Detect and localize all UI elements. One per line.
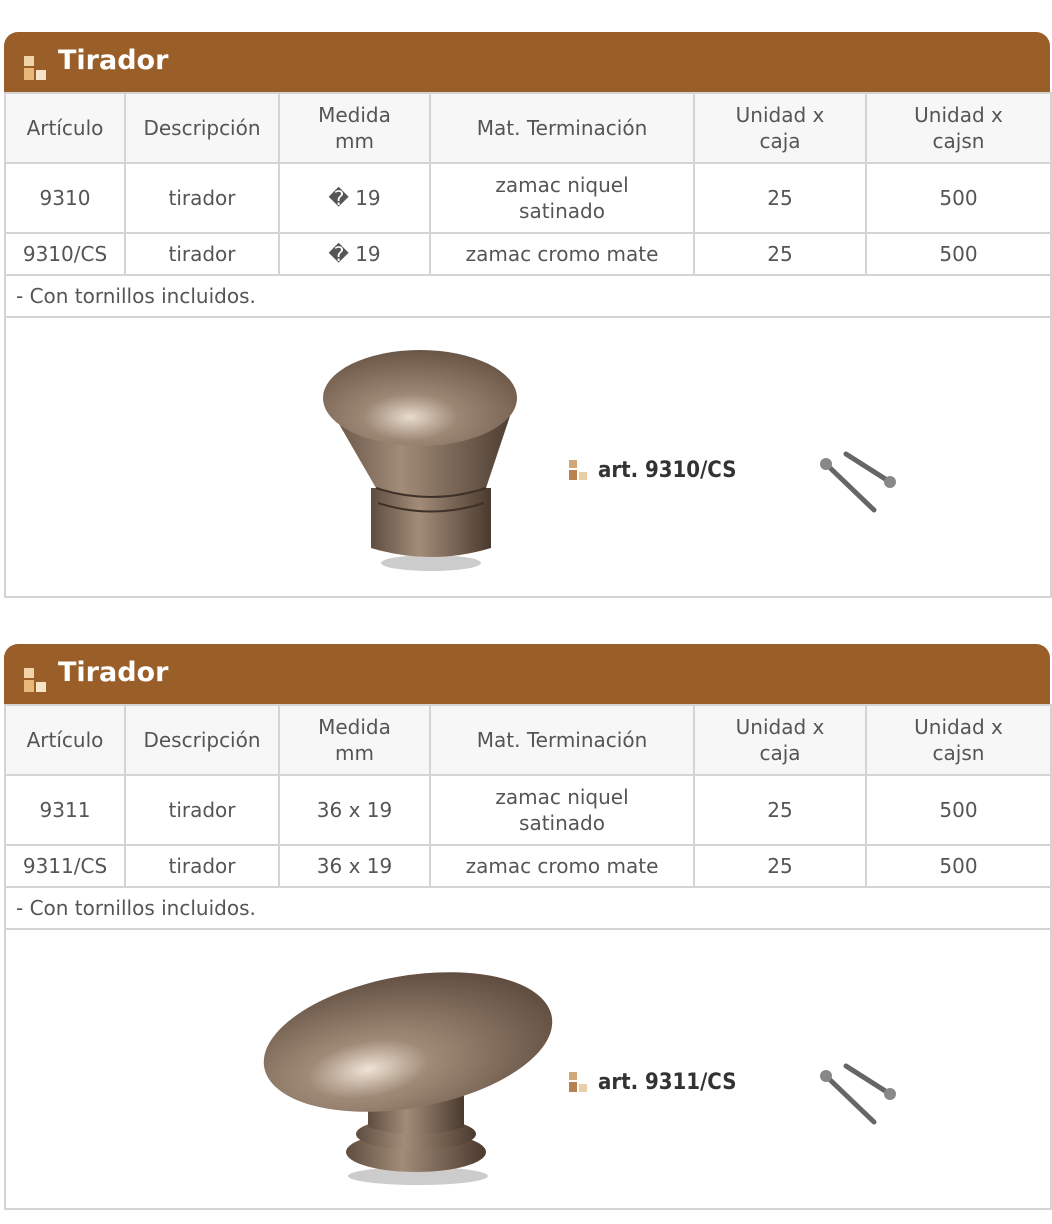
col-header: Unidad x caja xyxy=(694,705,866,775)
col-header: Mat. Terminación xyxy=(430,93,694,163)
col-header: Unidad x cajsn xyxy=(866,93,1051,163)
squares-icon xyxy=(24,668,48,692)
cell-unidad-caja: 25 xyxy=(694,845,866,887)
col-header: Descripción xyxy=(125,93,279,163)
col-header: Medida mm xyxy=(279,93,430,163)
cell-material: zamac niquel satinado xyxy=(430,775,694,845)
table-row xyxy=(5,163,1051,233)
squares-icon xyxy=(569,1072,589,1092)
cell-unidad-cajsn: 500 xyxy=(866,233,1051,275)
cell-unidad-caja: 25 xyxy=(694,163,866,233)
note-text: - Con tornillos incluidos. xyxy=(5,275,1051,317)
squares-icon xyxy=(24,56,48,80)
cell-unidad-caja: 25 xyxy=(694,775,866,845)
panel-header xyxy=(4,644,1050,704)
cell-articulo: 9311/CS xyxy=(5,845,125,887)
squares-icon xyxy=(569,460,589,480)
cell-unidad-cajsn: 500 xyxy=(866,163,1051,233)
cell-medida: 36 x 19 xyxy=(279,845,430,887)
round-knob-icon xyxy=(306,338,536,578)
panel-header xyxy=(4,32,1050,92)
cell-articulo: 9310/CS xyxy=(5,233,125,275)
cell-material: zamac cromo mate xyxy=(430,845,694,887)
cell-articulo: 9311 xyxy=(5,775,125,845)
table-row xyxy=(5,233,1051,275)
cell-material: zamac niquel satinado xyxy=(430,163,694,233)
cell-unidad-cajsn: 500 xyxy=(866,775,1051,845)
panel-title: Tirador xyxy=(58,45,169,76)
col-header: Artículo xyxy=(5,705,125,775)
product-panel-2 xyxy=(4,644,1050,1210)
cell-articulo: 9310 xyxy=(5,163,125,233)
product-image-cell xyxy=(5,929,1051,1209)
image-label: art. 9311/CS xyxy=(598,1070,737,1095)
col-header: Artículo xyxy=(5,93,125,163)
col-header: Unidad x caja xyxy=(694,93,866,163)
product-table xyxy=(4,92,1052,598)
cell-material: zamac cromo mate xyxy=(430,233,694,275)
image-label: art. 9310/CS xyxy=(598,458,737,483)
oval-knob-icon xyxy=(258,962,568,1190)
note-text: - Con tornillos incluidos. xyxy=(5,887,1051,929)
table-row xyxy=(5,845,1051,887)
cell-medida: � 19 xyxy=(279,233,430,275)
cell-descripcion: tirador xyxy=(125,775,279,845)
product-table xyxy=(4,704,1052,1210)
cell-descripcion: tirador xyxy=(125,163,279,233)
col-header: Descripción xyxy=(125,705,279,775)
cell-medida: 36 x 19 xyxy=(279,775,430,845)
cell-medida: � 19 xyxy=(279,163,430,233)
col-header: Unidad x cajsn xyxy=(866,705,1051,775)
col-header: Medida mm xyxy=(279,705,430,775)
screws-icon xyxy=(818,1060,902,1130)
col-header: Mat. Terminación xyxy=(430,705,694,775)
table-row xyxy=(5,775,1051,845)
cell-unidad-caja: 25 xyxy=(694,233,866,275)
product-image-cell xyxy=(5,317,1051,597)
cell-descripcion: tirador xyxy=(125,845,279,887)
screws-icon xyxy=(818,448,902,518)
panel-title: Tirador xyxy=(58,657,169,688)
cell-unidad-cajsn: 500 xyxy=(866,845,1051,887)
product-panel-1 xyxy=(4,32,1050,598)
cell-descripcion: tirador xyxy=(125,233,279,275)
